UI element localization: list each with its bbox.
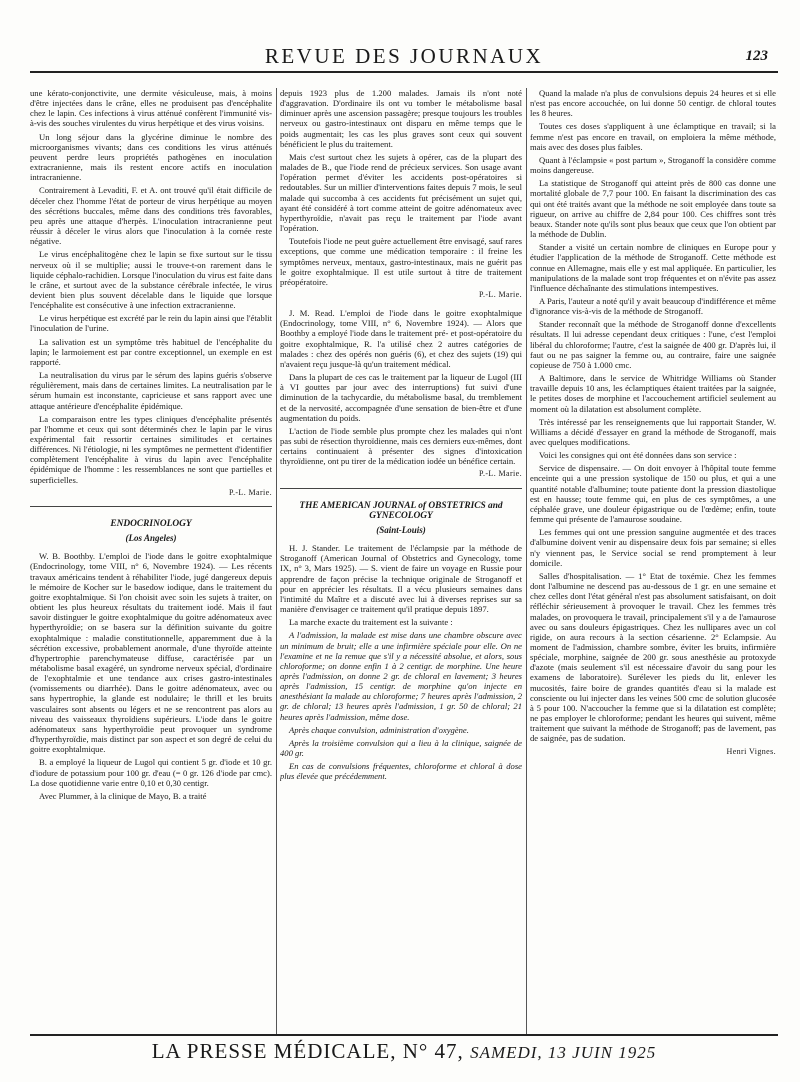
paragraph: A Paris, l'auteur a noté qu'il y avait beaucoup d'indifférence et même d'ignorance vis-à-vis de la méthode de Stroganoff.	[530, 295, 776, 317]
author-signature: P.-L. Marie.	[478, 469, 522, 479]
paragraph: L'action de l'iode semble plus prompte chez les malades qui n'ont pas subi de résection thyroïdienne, mais ces derniers eux-mêmes, dont certains continuaient à présenter des signes d'intoxication thyroïdienne, ont pu tirer de la médication iodée un bénéfice certain.	[280, 425, 522, 467]
paragraph: La salivation est un symptôme très habituel de l'encéphalite du lapin; le larmoiement est par contre exceptionnel, un exemple en est rapporté.	[30, 336, 272, 367]
issue-date: SAMEDI, 13 JUIN 1925	[470, 1043, 657, 1062]
paragraph: Mais c'est surtout chez les sujets à opérer, cas de la plupart des malades de B., que l'iode rend de précieux services. Son usage avant l'opération permet d'éviter les accidents post-opératoires si redoutables. Sur un millier d'interventions faites depuis 7 mois, le seul malade qui succomba à ces accidents fut précisément un sujet qui, ayant été considéré à tort comme atteint de goitre adénomateux avec hyperthyroïdie, n'avait pas reçu le traitement par l'iode avant l'opération.	[280, 151, 522, 234]
column-right	[530, 88, 776, 1034]
article-abstract: H. J. Stander. Le traitement de l'éclampsie par la méthode de Stroganoff (American Journal of Obstetrics and Gynecology, tome IX, n° 3, Mars 1925). — S. vient de faire un voyage en Russie pour apprendre de façon précise la technique originale de Stroganoff et pour en apprécier les résultats. Il a vécu plusieurs semaines dans l'intimité du Maître et a discuté avec lui à diverses reprises sur sa manière d'envisager ce traitement qu'il pratique depuis 1897.	[280, 543, 522, 615]
paragraph: Toutefois l'iode ne peut guère actuellement être envisagé, sauf rares exceptions, que comme une médication temporaire : il freine les symptômes nerveux, mentaux, gastro-intestinaux, mais ne guérit pas le goitre exophtalmique. Il est utile surtout à titre de traitement préopératoire.	[280, 236, 522, 287]
page-footer	[30, 1034, 778, 1074]
paragraph: B. a employé la liqueur de Lugol qui contient 5 gr. d'iode et 10 gr. d'iodure de potassium pour 100 gr. d'eau (= 0 gr. 126 d'iode par cmc). La dose quotidienne varie entre 0,10 et 0,30 centigr.	[30, 757, 272, 788]
author-signature: Henri Vignes.	[726, 746, 776, 756]
paragraph: Un long séjour dans la glycérine diminue le nombre des microorganismes vivants; dans ces conditions les virus atténués peuvent perdre leurs propriétés pathogènes en inoculation extracranienne, mais ils restent encore actifs en inoculation intracranienne.	[30, 131, 272, 183]
paragraph: Stander reconnaît que la méthode de Stroganoff donne d'excellents résultats. Il lui adresse cependant deux critiques : l'une, c'est l'emploi libéral du chloroforme; l'autre, c'est la saignée de 400 gr. D'après lui, il faut ou ne pas saigner la femme ou, au contraire, faire une saignée copieuse de 750 à 1.000 cmc.	[530, 319, 776, 370]
paragraph: Le virus encéphalitogène chez le lapin se fixe surtout sur le tissu nerveux où il se multiplie; aussi le trouve-t-on rarement dans le liquide céphalo-rachidien. Lorsque l'inoculation du virus est faite dans le crâne, et surtout avec de la substance cérébrale infectée, le virus devient bien plus souvent décelable dans le liquide que lorsque l'encéphalite est consécutive à une infection extracranienne.	[30, 249, 272, 311]
article-abstract: W. B. Boothby. L'emploi de l'iode dans le goitre exophtalmique (Endocrinology, tome VIII, n° 6, Novembre 1924). — Les récents travaux américains tendent à réhabiliter l'iode, jugé dangereux depuis le mémoire de Kocher sur le basedow iodique, dans le traitement du goitre exophtalmique. Si l'on choisit avec soin les sujets à traiter, on obtient les plus heureux résultats du traitement iodé. Mais il faut savoir distinguer le goitre exophtalmique du goitre adénomateux avec hyperthyroïdie; on se basera sur la définition suivante du goitre exophtalmique : maladie constitutionnelle, apparemment due à la sécrétion excessive, probablement anormale, d'une thyroïde atteinte d'hypertrophie parenchymateuse diffuse, caractérisée par un métabolisme basal exagéré, un syndrome nerveux spécial, d'ordinaire de l'exophtalmie et une tendance aux crises gastro-intestinales (vomissements ou diarrhée). Dans le goitre adénomateux, avec ou sans hypertrophie, la glande est nodulaire; le thrill et les bruits vasculaires sont absents ou légers et ne se rencontrent pas alors au niveau des vaisseaux thyroïdiens supérieurs. L'iode dans le goitre adénomateux sans hyperthyroïdie peut provoquer un syndrome d'hyperthyroïdie, mais distinct par son aspect et son degré de celui du goitre exophtalmique.	[30, 551, 272, 755]
paragraph: Après la troisième convulsion qui a lieu à la clinique, saignée de 400 gr.	[280, 737, 522, 759]
paragraph: A Baltimore, dans le service de Whitridge Williams où Stander travaille depuis 10 ans, les éclamptiques étaient traitées par la saignée, le petites doses de morphine et l'accouchement artificiel seulement au moment où la dilatation est absolument complète.	[530, 373, 776, 414]
paragraph: Les femmes qui ont une pression sanguine augmentée et des traces d'albumine doivent venir au dispensaire deux fois par semaine; si elles n'y viennent pas, le Service social se rend promptement à leur domicile.	[530, 527, 776, 568]
paragraph: Contrairement à Levaditi, F. et A. ont trouvé qu'il était difficile de déceler chez l'homme l'état de porteur de virus herpétique au moyen des sécrétions buccales, même dans des conditions très favorables, peu après une attaque d'herpès. L'inoculation intracranienne peut réussir à déceler le virus alors que l'inoculation à la cornée reste négative.	[30, 185, 272, 247]
paragraph: Avec Plummer, à la clinique de Mayo, B. a traité	[39, 790, 207, 801]
paragraph: Voici les consignes qui ont été données dans son service :	[539, 450, 737, 461]
column-middle	[280, 88, 522, 1034]
paragraph: Le virus herpétique est excrété par le rein du lapin ainsi que l'établit l'inoculation de l'urine.	[30, 313, 272, 334]
paragraph: Après chaque convulsion, administration d'oxygène.	[289, 724, 469, 735]
article-abstract: J. M. Read. L'emploi de l'iode dans le goitre exophtalmique (Endocrinology, tome VIII, n° 6, Novembre 1924). — Alors que Boothby a employé l'iode dans le traitement pré- et post-opératoire du goitre exophtalmique, R. l'a utilisé chez 2 autres catégories de malades : chez des opérés non guéris (6), et chez des sujets (19) qui n'avaient reçu jusque-là qu'un traitement médical.	[280, 308, 522, 369]
paragraph: Stander a visité un certain nombre de cliniques en Europe pour y étudier l'application de la méthode de Stroganoff. Cette méthode est connue en Allemagne, mais elle y est mal appliquée. En particulier, les manipulations de la malade sont trop fréquentes et on n'évite pas assez l'influence déchaînante des stimulations intempestives.	[530, 242, 776, 293]
column-divider	[526, 88, 527, 1034]
paragraph: Salles d'hospitalisation. — 1° Etat de toxémie. Chez les femmes dont l'albumine ne descend pas au-dessous de 1 gr. en une semaine et chez celles dont l'état général n'est pas absolument satisfaisant, on doit réfléchir sérieusement à provoquer le travail. Chez les femmes très malades, on provoquera le travail, principalement s'il y a de l'amaurose avec ou sans douleurs épigastriques. Chez les nullipares avec un col rigide, on aura recours à la section césarienne. 2° Eclampsie. Au moment de l'admission, chambre sombre, éviter les bruits, infirmière spéciale, morphine, saignée de 200 gr. sous anesthésie au protoxyde d'azote (mais seulement s'il est nécessaire d'avoir du sang pour les examens de laboratoire). Surélever les pieds du lit, enlever les mucosités, faire boire de grandes quantités d'eau si la malade est consciente ou lui injecter dans les veines 500 cmc de solution glucosée à 5 pour 100. N'accoucher la femme que si la dilatation est complète; ne pas employer le chloroforme; pendant les heures qui suivent, même traitement que suivant la méthode de Stroganoff; pas de lavement, pas de saignée, pas de sudation.	[530, 570, 776, 744]
paragraph: La comparaison entre les types cliniques d'encéphalite présentés par l'homme et ceux qui sont déterminés chez le lapin par le virus expérimental fait ressortir certaines similitudes et certaines différences. Ni l'étiologie, ni les symptômes ne permettent d'identifier complètement l'encéphalite à virus du lapin avec l'encéphalite épidémique de l'homme : les ressemblances ne sont que partielles et superficielles.	[30, 413, 272, 485]
paragraph: Quand la malade n'a plus de convulsions depuis 24 heures et si elle n'est pas encore accouchée, on lui donne 50 centigr. de chloral toutes les 8 heures.	[530, 88, 776, 119]
paragraph: Dans la plupart de ces cas le traitement par la liqueur de Lugol (III à VI gouttes par jour avec des interruptions) fut suivi d'une diminution de la tachycardie, du métabolisme basal, du tremblement et de la nervosité, accompagnée d'une sensation de bien-être et d'une augmentation du poids.	[280, 372, 522, 423]
paragraph: une kérato-conjonctivite, une dermite vésiculeuse, mais, à moins d'être injectées dans le crâne, elles ne produisent pas d'encéphalite chez le lapin. Ces infections à virus atténué confèrent l'immunité vis-à-vis des souches virulentes du virus herpétique et des virus voisins.	[30, 88, 272, 129]
journal-section-location: (Los Angeles)	[125, 533, 177, 544]
running-title: REVUE DES JOURNAUX	[264, 44, 544, 68]
page-number: 123	[745, 48, 768, 64]
paragraph: Quant à l'éclampsie « post partum », Stroganoff la considère comme moins dangereuse.	[530, 154, 776, 176]
footer-rule	[30, 1034, 778, 1036]
paragraph: A l'admission, la malade est mise dans une chambre obscure avec un minimum de bruit; elle a une infirmière spéciale pour elle. On ne l'examine et ne la remue que s'il y a nécessité absolue, et alors, sous chloroforme; on donne enfin 1 à 2 centigr. de morphine. Une heure après l'admission, on donne 2 gr. de chloral en lavement; 3 heures après l'admission, 15 centigr. de morphine qu'on injecte en anesthésiant la malade au chloroforme; 7 heures après l'admission, 2 gr. de chloral; 13 heures après l'admission, 1 gr. 50 de chloral; 21 heures après l'admission, même dose.	[280, 630, 522, 722]
footer-line	[30, 1039, 778, 1064]
column-divider	[276, 88, 277, 1034]
paragraph: La statistique de Stroganoff qui atteint près de 800 cas donne une mortalité globale de 7,7 pour 100. En faisant la discrimination des cas qui ont été traités avant que la méthode ne soit employée dans toute sa rigueur, on arrive au chiffre de 2,84 pour 100. Ces chiffres sont très beaux. Stander note qu'ils sont plus beaux que ceux que l'on obtient par la méthode de Dublin.	[530, 178, 776, 240]
journal-section-title: ENDOCRINOLOGY	[110, 518, 192, 529]
column-left	[30, 88, 272, 1034]
paragraph: En cas de convulsions fréquentes, chloroforme et chloral à dose plus élevée que précédemment.	[280, 761, 522, 782]
section-rule	[280, 488, 522, 489]
paragraph: La neutralisation du virus par le sérum des lapins guéris s'observe régulièrement, mais dans de certaines limites. La neutralisation par le sérum humain est inconstante, capricieuse et sans rapport avec une attaque antérieure d'encéphalite épidémique.	[30, 370, 272, 411]
paragraph: Toutes ces doses s'appliquent à une éclamptique en travail; si la femme n'est pas encore en travail, on emploiera la même méthode, mais avec des doses plus faibles.	[530, 121, 776, 152]
author-signature: P.-L. Marie.	[228, 487, 272, 497]
paragraph: depuis 1923 plus de 1.200 malades. Jamais ils n'ont noté d'aggravation. D'ordinaire ils ont vu tomber le métabolisme basal diminuer après une ascension passagère; presque toujours les troubles nerveux ou gastro-intestinaux ont disparu en même temps que le poids augmentait; les cas les plus graves sont ceux qui souvent bénéficient le plus du traitement.	[280, 88, 522, 149]
paragraph: Très intéressé par les renseignements que lui rapportait Stander, W. Williams a décidé d'essayer en grand la méthode de Stroganoff, mais avec quelques modifications.	[530, 416, 776, 447]
section-rule	[30, 506, 272, 507]
header-rule	[30, 71, 778, 73]
journal-name: LA PRESSE MÉDICALE, N° 47,	[151, 1039, 464, 1063]
page-header	[32, 44, 776, 74]
paragraph: La marche exacte du traitement est la suivante :	[289, 617, 453, 628]
author-signature: P.-L. Marie.	[478, 289, 522, 299]
journal-section-title: THE AMERICAN JOURNAL of OBSTETRICS and GYNECOLOGY	[299, 500, 503, 521]
paragraph: Service de dispensaire. — On doit envoyer à l'hôpital toute femme enceinte qui a une pression systolique de 150 ou plus, et qui a une quantité notable d'albumine; toute patiente dont la pression diastolique est en hausse; toute femme qui, en plus de ces symptômes, a une céphalée grave, une douleur épigastrique ou de l'œdème; enfin, toute femme qui présente de l'amaurose soudaine.	[530, 463, 776, 525]
journal-section-location: (Saint-Louis)	[376, 524, 426, 535]
